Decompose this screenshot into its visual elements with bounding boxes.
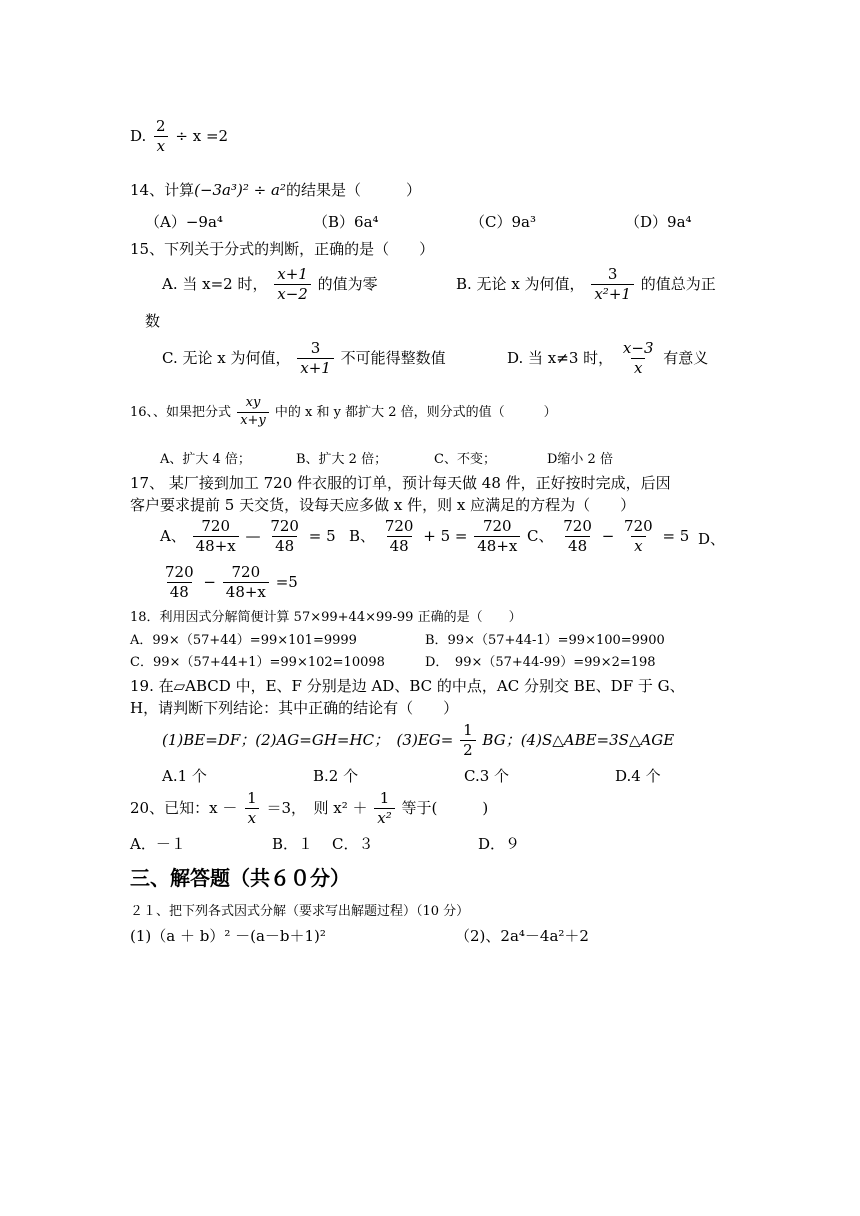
q15-option-b-wrap: 数 [145, 312, 161, 330]
fraction: $\frac{3}{\text{x²+1}}$ [591, 266, 634, 304]
q19-line2: H，请判断下列结论：其中正确的结论有（ ） [130, 699, 459, 717]
q18-option-c: C．99×（57+44+1）=99×102=10098 [130, 655, 385, 670]
q14-option-c: （C）9a³ [470, 213, 536, 231]
fraction: $\frac{xy}{x+y}$ [237, 396, 269, 429]
fraction: $\frac{2}{x}$ [153, 118, 169, 156]
q19-option-d: D.4 个 [615, 767, 661, 785]
q18-stem: 18．利用因式分解简便计算 57×99+44×99-99 正确的是（ ） [130, 610, 522, 625]
q19-option-b: B.2 个 [313, 767, 359, 785]
q21-part-2: （2)、2a⁴－4a²＋2 [455, 927, 589, 945]
q17-option-a: A、 $\frac{720}{48+x}$ — $\frac{720}{48}$ = 5 [160, 517, 336, 556]
q20-option-d: D．９ [478, 835, 521, 853]
fraction: $\frac{720}{48}$ [270, 517, 299, 556]
q19-line1: 19. 在▱ABCD 中，E、F 分别是边 AD、BC 的中点，AC 分别交 BE、DF 于 G、 [130, 677, 685, 695]
q16-option-a: A、扩大 4 倍； [160, 452, 251, 467]
q17-line1: 17、 某厂接到加工 720 件衣服的订单，预计每天做 48 件，正好按时完成，后因 [130, 474, 671, 492]
q21-stem: ２１、把下列各式因式分解（要求写出解题过程）（10 分） [130, 904, 470, 919]
fraction: $\frac{720}{x}$ [624, 517, 653, 556]
q20-option-b: B．１ [272, 835, 314, 853]
q19-option-c: C.3 个 [464, 767, 510, 785]
q14-option-d: （D）9a⁴ [625, 213, 692, 231]
q19-conclusions: (1)BE=DF；(2)AG=GH=HC； (3)EG= $\frac{1}{2}$ BG；(4)S△ABE=3S△AGE [162, 721, 675, 760]
q15-option-c: C. 无论 x 为何值， $\frac{3}{x+1}$ 不可能得整数值 [162, 339, 446, 378]
q17-option-d: $\frac{720}{48}$ − $\frac{720}{48+x}$ =5 [160, 564, 298, 602]
q14-stem: 14、计算(−3a³)² ÷ a²的结果是（ ） [130, 181, 421, 199]
q18-option-a: A．99×（57+44）=99×101=9999 [130, 633, 357, 648]
q16-option-d: D缩小 2 倍 [547, 452, 613, 467]
fraction: $\frac{720}{48}$ [384, 517, 414, 556]
fraction: $\frac{1}{x}$ [244, 790, 260, 828]
section-3-title: 三、解答题（共６０分） [130, 866, 350, 890]
q16-stem: 16、、如果把分式 $\frac{xy}{x+y}$ 中的 x 和 y 都扩大 2 倍，则分式的值（ ） [130, 395, 557, 428]
fraction: $\frac{720}{48+x}$ [474, 518, 520, 556]
q14-option-a: （A）−9a⁴ [145, 213, 223, 231]
q17-option-b: B、 $\frac{720}{48}$ + 5 = $\frac{720}{48+x}$ [349, 518, 522, 556]
fraction: $\frac{1}{2}$ [460, 722, 476, 760]
q16-option-c: C、不变； [434, 452, 496, 467]
q17-option-c: C、 $\frac{720}{48}$ − $\frac{720}{x}$ = 5 [527, 517, 690, 556]
fraction: $\frac{720}{48+x}$ [223, 564, 269, 602]
q13-option-d: D. $\frac{2}{x}$ ÷ x =2 [130, 117, 229, 156]
q17-option-d-label: D、 [698, 530, 726, 548]
q14-option-b: （B）6a⁴ [313, 213, 379, 231]
fraction: $\frac{x+1}{x-2}$ [274, 266, 311, 304]
q16-option-b: B、扩大 2 倍； [296, 452, 388, 467]
q20-option-a: A．－１ [130, 835, 186, 853]
q19-option-a: A.1 个 [162, 767, 207, 785]
fraction: $\frac{720}{48}$ [563, 517, 592, 556]
q15-stem: 15、下列关于分式的判断，正确的是（ ） [130, 240, 435, 258]
fraction: $\frac{720}{48}$ [165, 563, 194, 602]
fraction: $\frac{x-3}{x}$ [622, 339, 654, 378]
q15-option-a: A. 当 x=2 时， $\frac{x+1}{x-2}$ 的值为零 [162, 265, 378, 304]
q17-line2: 客户要求提前 5 天交货，设每天应多做 x 件，则 x 应满足的方程为（ ） [130, 496, 636, 514]
q20-stem: 20、已知：x － $\frac{1}{x}$ ＝3， 则 x² ＋ $\frac{1}{\text{x²}}$ 等于( ) [130, 789, 489, 828]
q15-option-d: D. 当 x≠3 时， $\frac{x-3}{x}$ 有意义 [507, 339, 709, 378]
q15-option-b: B. 无论 x 为何值， $\frac{3}{\text{x²+1}}$ 的值总为正 [456, 265, 716, 304]
fraction: $\frac{3}{x+1}$ [297, 340, 334, 378]
q21-part-1: (1)（a ＋ b）² －(a－b＋1)² [130, 927, 326, 945]
q18-option-b: B．99×（57+44-1）=99×100=9900 [425, 633, 665, 648]
q18-option-d: D． 99×（57+44-99）=99×2=198 [425, 655, 656, 670]
q20-option-c: C．３ [332, 835, 374, 853]
fraction: $\frac{720}{48+x}$ [193, 518, 239, 556]
fraction: $\frac{1}{\text{x²}}$ [374, 790, 394, 828]
